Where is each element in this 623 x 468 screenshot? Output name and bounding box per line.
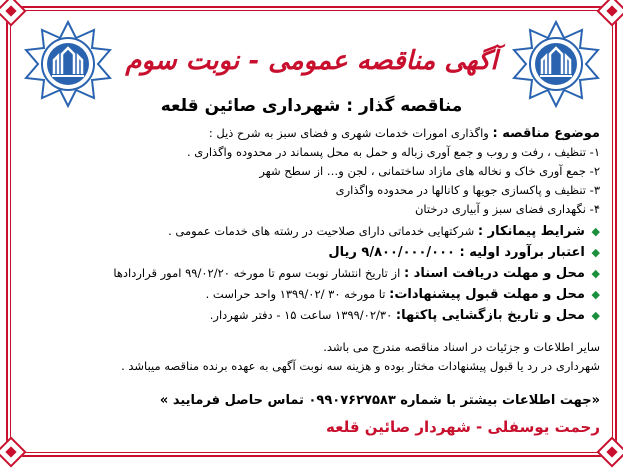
- condition-label: محل و مهلت قبول پیشنهادات:: [389, 287, 585, 302]
- diamond-bullet-icon: ◆: [591, 246, 600, 259]
- contact-line: «جهت اطلاعات بیشتر با شماره ۰۹۹۰۷۶۲۷۵۸۳ تماس حاصل فرمایید »: [159, 393, 600, 408]
- organizer-line: [0, 96, 623, 116]
- condition-label: محل و مهلت دریافت اسناد :: [403, 266, 585, 281]
- condition-text: از تاریخ انتشار نوبت سوم تا مورخه ۹۹/۰۲/۲۰ امور قراردادها: [113, 266, 401, 280]
- subject-line: [28, 124, 600, 143]
- condition-text: شرکتهایی خدماتی دارای صلاحیت در رشته های خدمات عمومی .: [168, 224, 475, 238]
- signature: رحمت یوسفلی - شهردار صائین قلعه: [326, 418, 600, 436]
- condition-item: [28, 264, 600, 283]
- condition-item: [28, 285, 600, 304]
- condition-label: اعتبار برآورد اولیه : ۹/۸۰۰/۰۰۰/۰۰۰ ریال: [328, 245, 585, 260]
- condition-label: شرایط پیمانکار :: [477, 224, 585, 239]
- list-item: ۱- تنظیف ، رفت و روب و جمع آوری زباله و حمل به محل پسماند در محدوده واگذاری .: [186, 145, 600, 159]
- list-item: ۴- نگهداری فضای سبز و آبیاری درختان: [414, 202, 600, 216]
- condition-item: [28, 243, 600, 262]
- condition-text: تا مورخه ۳۰ /۱۳۹۹/۰۲ واحد حراست .: [205, 287, 386, 301]
- diamond-bullet-icon: ◆: [591, 267, 600, 280]
- condition-item: [28, 306, 600, 325]
- note-line: شهرداری در رد یا قبول پیشنهادات مختار بوده و هزینه سه نوبت آگهی به عهده برنده مناقصه میباشد .: [121, 359, 600, 373]
- subject-label: موضوع مناقصه :: [492, 126, 600, 141]
- organizer-label: مناقصه گذار :: [346, 96, 463, 116]
- list-item: ۲- جمع آوری خاک و نخاله های مازاد ساختمانی ، لجن و… از سطح شهر: [259, 164, 600, 178]
- condition-item: [28, 222, 600, 241]
- condition-text: ۱۳۹۹/۰۲/۳۰ ساعت ۱۵ - دفتر شهردار.: [209, 308, 393, 322]
- condition-label: محل و تاریخ بازگشایی پاکتها:: [395, 308, 585, 323]
- diamond-bullet-icon: ◆: [591, 225, 600, 238]
- note-line: سایر اطلاعات و جزئیات در اسناد مناقصه مندرج می باشد.: [323, 340, 600, 354]
- diamond-bullet-icon: ◆: [591, 309, 600, 322]
- organizer-name: شهرداری صائین قلعه: [160, 96, 341, 116]
- diamond-bullet-icon: ◆: [591, 288, 600, 301]
- notice-title: آگهی مناقصه عمومی - نوبت سوم: [125, 46, 498, 76]
- list-item: ۳- تنظیف و پاکسازی جویها و کانالها در محدوده واگذاری: [335, 183, 600, 197]
- subject-intro: واگذاری امورات خدمات شهری و فضای سبز به شرح ذیل :: [208, 126, 489, 140]
